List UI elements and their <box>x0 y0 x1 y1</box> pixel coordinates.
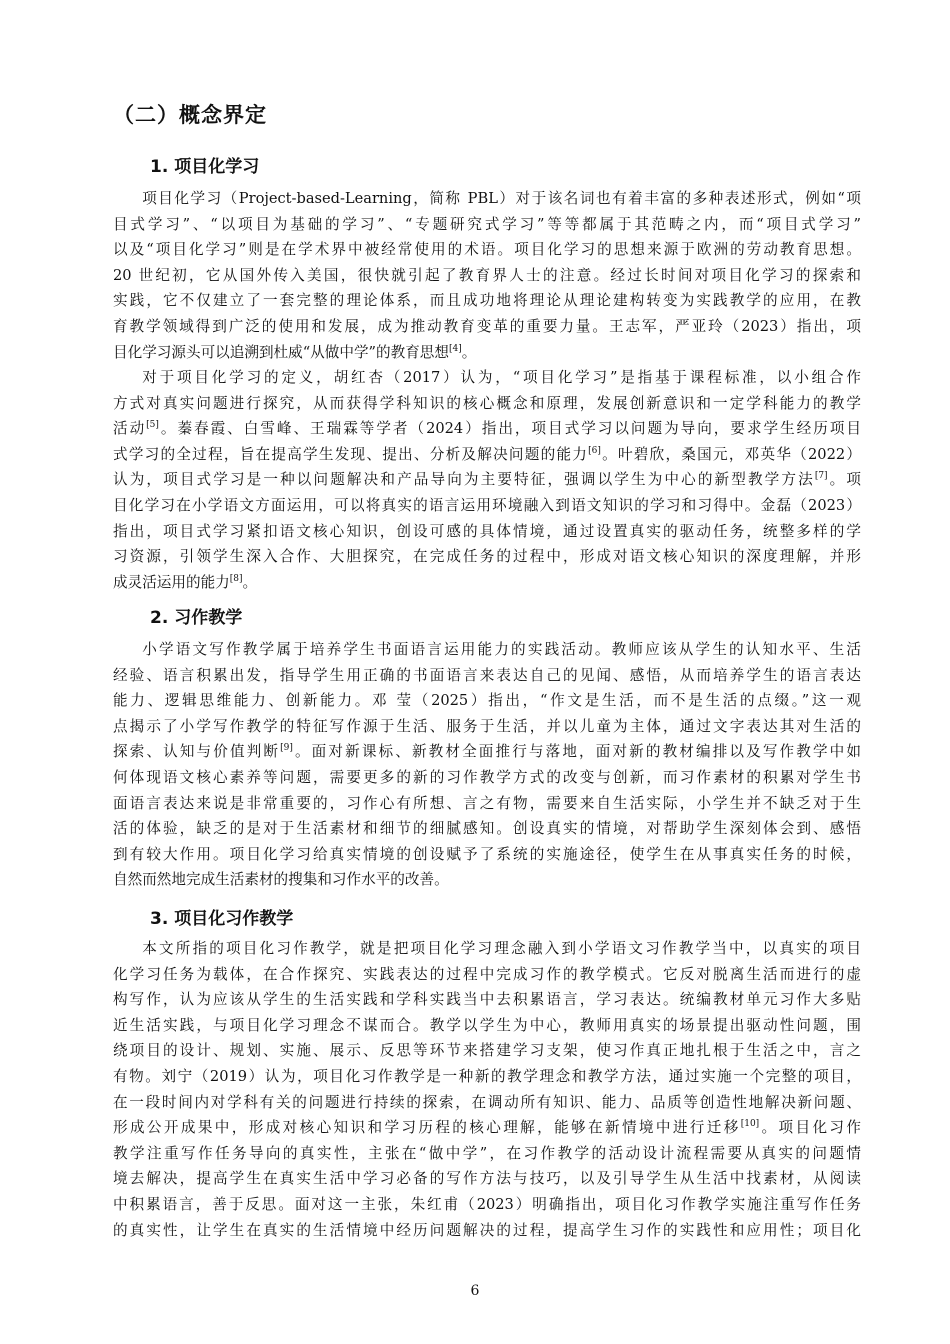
text-line: 近生活实践，与项目化学习理念不谋而合。教学以学生为中心，教师用真实的场景提出驱动性问题，围 <box>113 1016 861 1034</box>
text-line: 习资源，引领学生深入合作、大胆探究，在完成任务的过程中，形成对语文核心知识的深度理解，并形 <box>113 548 861 566</box>
subsection-heading-1: 1. 项目化学习 <box>150 157 260 177</box>
subsection-heading-2: 2. 习作教学 <box>150 608 243 628</box>
text-segment: 。蓁春霞、白雪峰、王瑞霖等学者（2024）指出，项目式学习以问题为导向，要求学生经历项目 <box>158 420 861 438</box>
text-line <box>113 570 861 596</box>
citation: [4] <box>449 343 462 354</box>
text-segment: 。面对新课标、新教材全面推行与落地，面对新的教材编排以及写作教学中如 <box>292 743 861 761</box>
text-line: 化学习任务为载体，在合作探究、实践表达的过程中完成习作的教学模式。它反对脱离生活而进行的虚 <box>113 965 861 983</box>
text-segment: 目化学习源头可以追溯到杜威“从做中学”的教育思想 <box>113 343 449 361</box>
text-line <box>113 739 861 765</box>
text-line: 20 世纪初，它从国外传入美国，很快就引起了教育界人士的注意。经过长时间对项目化学习的探索和 <box>113 266 861 284</box>
text-segment: 。项 <box>827 471 861 489</box>
text-segment: 认为，项目式学习是一种以问题解决和产品导向为主要特征，强调以学生为中心的新型教学方法 <box>113 471 815 489</box>
text-line: 在一段时间内对学科有关的问题进行持续的探索，在调动所有知识、能力、品质等创造性地解决新问题、 <box>113 1093 861 1111</box>
text-line: 指出，项目式学习紧扣语文核心知识，创设可感的具体情境，通过设置真实的驱动任务，统整多样的学 <box>113 522 861 540</box>
citation: [6] <box>588 445 601 456</box>
page-number: 6 <box>470 1283 480 1299</box>
text-line: 经验、语言积累出发，指导学生用正确的书面语言来表达自己的见闻、感悟，从而培养学生的语言表达 <box>113 666 861 684</box>
text-line: 何体现语文核心素养等问题，需要更多的新的习作教学方式的改变与创新，而习作素材的积累对学生书 <box>113 768 861 786</box>
text-line: 构写作，认为应该从学生的生活实践和学科实践当中去积累语言，学习表达。统编教材单元习作大多贴 <box>113 991 861 1009</box>
text-line: 实践，它不仅建立了一套完整的理论体系，而且成功地将理论从理论建构转变为实践教学的应用，在教 <box>113 292 861 310</box>
text-line: 到有较大作用。项目化学习给真实情境的创设赋予了系统的实施途径，使学生在从事真实任务的时候， <box>113 845 861 863</box>
text-line: 方式对真实问题进行探究，从而获得学科知识的核心概念和原理，发展创新意识和一定学科能力的教学 <box>113 394 861 412</box>
section-heading: （二）概念界定 <box>113 103 267 127</box>
paragraph-1-1 <box>113 186 861 365</box>
text-segment: 。项目化习作 <box>759 1119 861 1137</box>
text-line <box>113 340 861 366</box>
text-line: 绕项目的设计、规划、实施、展示、反思等环节来搭建学习支架，使习作真正地扎根于生活之中，言之 <box>113 1042 861 1060</box>
text-line: 点揭示了小学写作教学的特征写作源于生活、服务于生活，并以儿童为主体，通过文字表达其对生活的 <box>113 717 861 735</box>
text-line <box>113 467 861 493</box>
citation: [10] <box>740 1119 760 1130</box>
paragraph-2-1 <box>113 637 861 893</box>
text-line: 活的体验，缺乏的是对于生活素材和细节的细腻感知。创设真实的情境，对帮助学生深刻体会到、感悟 <box>113 820 861 838</box>
paragraph-1-2 <box>113 365 861 595</box>
text-segment: 形成公开成果中，形成对核心知识和学习历程的核心理解，能够在新情境中进行迁移 <box>113 1119 741 1137</box>
text-line <box>113 416 861 442</box>
text-segment: 。 <box>242 573 258 591</box>
citation: [8] <box>229 573 243 584</box>
text-line <box>113 442 861 468</box>
subsection-heading-3: 3. 项目化习作教学 <box>150 909 294 929</box>
text-line: 能力、逻辑思维能力、创新能力。邓 莹（2025）指出，“作文是生活，而不是生活的点缀。”这一观 <box>113 692 861 710</box>
citation: [9] <box>280 743 293 754</box>
text-line: 目化学习在小学语文方面运用，可以将真实的语言运用环境融入到语文知识的学习和习得中。金磊（2023） <box>113 496 861 514</box>
text-line: 境去解决，提高学生在真实生活中学习必备的写作方法与技巧，以及引导学生从生活中找素材，从阅读 <box>113 1170 861 1188</box>
text-line: 有物。刘宁（2019）认为，项目化习作教学是一种新的教学理念和教学方法，通过实施一个完整的项目， <box>113 1067 861 1085</box>
text-line: 自然而然地完成生活素材的搜集和习作水平的改善。 <box>113 871 449 889</box>
text-line: 目式学习”、“以项目为基础的学习”、“专题研究式学习”等等都属于其范畴之内，而“项目式学习” <box>113 215 861 233</box>
text-segment: 探索、认知与价值判断 <box>113 743 281 761</box>
paragraph-3-1 <box>113 936 861 1243</box>
text-line: 的真实性，让学生在真实的生活情境中经历问题解决的过程，提高学生习作的实践性和应用性；项目化 <box>113 1221 861 1239</box>
text-line: 教学注重写作任务导向的真实性，主张在“做中学”，在习作教学的活动设计流程需要从真实的问题情 <box>113 1144 861 1162</box>
text-line: 小学语文写作教学属于培养学生书面语言运用能力的实践活动。教师应该从学生的认知水平、生活 <box>142 641 861 658</box>
text-line: 面语言表达来说是非常重要的，习作心有所想、言之有物，需要来自生活实际，小学生并不缺乏对于生 <box>113 794 861 812</box>
text-line: 本文所指的项目化习作教学，就是把项目化学习理念融入到小学语文习作教学当中，以真实的项目 <box>142 940 861 957</box>
text-line <box>113 1115 861 1141</box>
citation: [7] <box>814 471 828 482</box>
text-line: 育教学领域得到广泛的使用和发展，成为推动教育变革的重要力量。王志军，严亚玲（2023）指出，项 <box>113 317 861 335</box>
text-line: 中积累语言，善于反思。面对这一主张，朱红甫（2023）明确指出，项目化习作教学实施注重写作任务 <box>113 1195 861 1213</box>
text-segment: 。叶碧欣，桑国元，邓英华（2022） <box>600 445 861 463</box>
text-segment: 。 <box>461 343 477 361</box>
text-line: 对于项目化学习的定义，胡红杏（2017）认为，“项目化学习”是指基于课程标准，以小组合作 <box>142 369 861 386</box>
text-segment: 活动 <box>113 420 147 438</box>
text-line: 项目化学习（Project-based-Learning，简称 PBL）对于该名词也有着丰富的多种表述形式，例如“项 <box>142 190 861 207</box>
text-segment: 成灵活运用的能力 <box>113 573 230 591</box>
text-line: 以及“项目化学习”则是在学术界中被经常使用的术语。项目化学习的思想来源于欧洲的劳动教育思想。 <box>113 241 861 259</box>
citation: [5] <box>146 420 159 431</box>
text-segment: 式学习的全过程，旨在提高学生发现、提出、分析及解决问题的能力 <box>113 445 589 463</box>
